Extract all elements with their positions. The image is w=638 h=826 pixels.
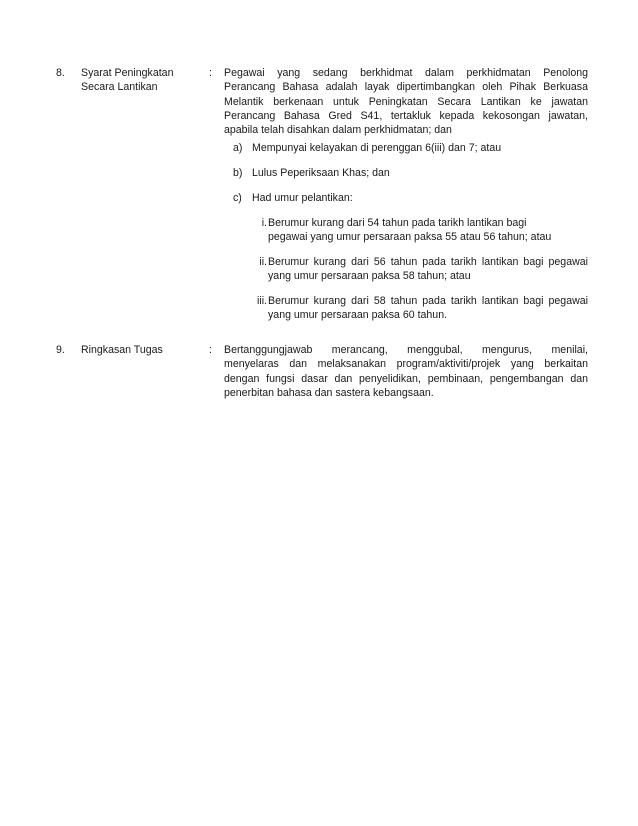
- item-label-line: Ringkasan Tugas: [81, 344, 163, 356]
- paragraph-line: apabila telah disahkan dalam perkhidmatan; dan: [224, 124, 452, 137]
- sub-item-marker: b): [233, 167, 243, 179]
- roman-item-line: pegawai yang umur persaraan paksa 55 atau 56 tahun; atau: [268, 231, 552, 244]
- item-label: [81, 66, 196, 95]
- item-colon: :: [209, 344, 212, 356]
- paragraph-line: Perancang Bahasa Gred S41, tertakluk kepada kekosongan jawatan,: [224, 109, 588, 122]
- item-number: 8.: [56, 67, 65, 79]
- sub-item-text: Had umur pelantikan:: [252, 192, 353, 204]
- roman-item-marker: iii.: [256, 295, 267, 307]
- roman-item-line: yang umur persaraan paksa 60 tahun.: [268, 309, 448, 322]
- paragraph-line: Bertanggungjawab merancang, menggubal, mengurus, menilai,: [224, 344, 588, 356]
- item-colon: :: [209, 67, 212, 79]
- sub-item-a: [233, 141, 593, 155]
- paragraph-line: dengan fungsi dasar dan penyelidikan, pembinaan, pengembangan dan: [224, 372, 588, 385]
- item-label: [81, 343, 196, 357]
- roman-item-text: [268, 294, 588, 323]
- item-label-line: Secara Lantikan: [81, 81, 158, 94]
- paragraph-line: menyelaras dan melaksanakan program/aktiviti/projek yang berkaitan: [224, 358, 588, 371]
- item-number: 9.: [56, 344, 65, 356]
- item-paragraph: [224, 343, 588, 400]
- sub-item-marker: c): [233, 192, 242, 204]
- roman-item-text: [268, 216, 588, 245]
- roman-item-marker: i.: [261, 217, 267, 229]
- item-paragraph: [224, 66, 588, 137]
- sub-item-marker: a): [233, 142, 243, 154]
- sub-item-c: [233, 191, 593, 205]
- roman-item-line: Berumur kurang dari 54 tahun pada tarikh lantikan bagi: [268, 217, 527, 229]
- paragraph-line: penerbitan bahasa dan sastera kebangsaan.: [224, 386, 434, 399]
- paragraph-line: Melantik berkenaan untuk Peningkatan Secara Lantikan ke jawatan: [224, 95, 588, 108]
- paragraph-line: Perancang Bahasa adalah layak dipertimbangkan oleh Pihak Berkuasa: [224, 81, 588, 94]
- roman-item-line: Berumur kurang dari 56 tahun pada tarikh lantikan bagi pegawai: [268, 256, 588, 268]
- sub-item-text: Lulus Peperiksaan Khas; dan: [252, 167, 390, 179]
- roman-item-marker: ii.: [259, 256, 267, 268]
- sub-item-text: Mempunyai kelayakan di perenggan 6(iii) dan 7; atau: [252, 142, 502, 154]
- roman-item-text: [268, 255, 588, 284]
- item-label-line: Syarat Peningkatan: [81, 67, 174, 79]
- roman-item-line: Berumur kurang dari 58 tahun pada tarikh lantikan bagi pegawai: [268, 295, 588, 307]
- roman-item-line: yang umur persaraan paksa 58 tahun; atau: [268, 270, 471, 283]
- sub-item-b: [233, 166, 593, 180]
- paragraph-line: Pegawai yang sedang berkhidmat dalam perkhidmatan Penolong: [224, 67, 588, 79]
